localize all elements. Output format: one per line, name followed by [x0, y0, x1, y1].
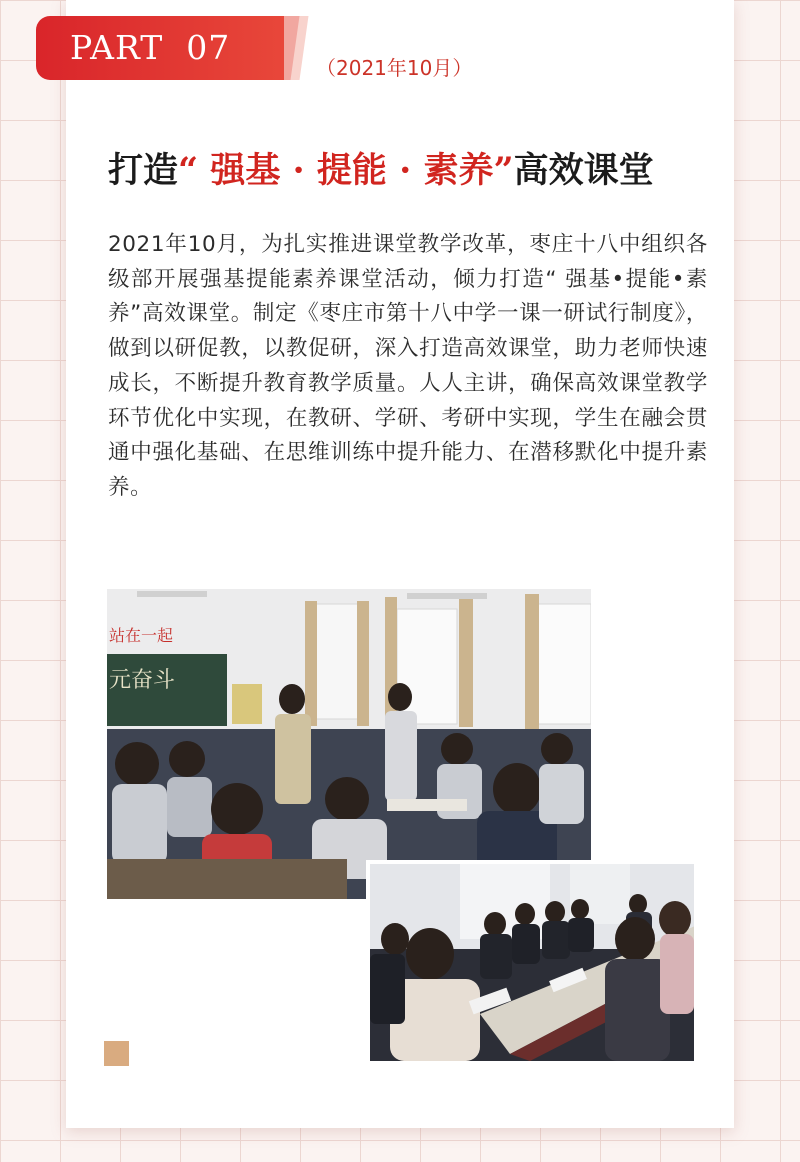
- body-paragraph: 2021年10月，为扎实推进课堂教学改革，枣庄十八中组织各级部开展强基提能素养课堂活动，倾力打造“ 强基•提能•素养”高效课堂。制定《枣庄市第十八中学一课一研试行制度》，做到以研促教，以教促研，深入打造高效课堂，助力老师快速成长，不断提升教育教学质量。人人主讲，确保高效课堂教学环节优化中实现，在教研、学研、考研中实现，学生在融会贯通中强化基础、在思维训练中提升能力、在潜移默化中提升素养。: [108, 232, 708, 500]
- teachers-meeting-illustration: [370, 864, 694, 1061]
- title-highlight: “ 强基 · 提能 · 素养”: [178, 150, 514, 191]
- title-prefix: 打造: [108, 150, 179, 191]
- title-suffix: 高效课堂: [513, 150, 654, 191]
- page-title: [108, 143, 654, 193]
- teachers-meeting-photo: [366, 860, 698, 1065]
- classroom-photo: [107, 589, 591, 899]
- date-label: （2021年10月）: [316, 56, 473, 80]
- part-label: PART 07: [70, 28, 231, 67]
- chalkboard-slogan: 元奋斗: [109, 668, 176, 693]
- decorative-square: [104, 1041, 129, 1066]
- classroom-photo-illustration: [107, 589, 591, 899]
- wall-banner-text: 站在一起: [109, 626, 174, 645]
